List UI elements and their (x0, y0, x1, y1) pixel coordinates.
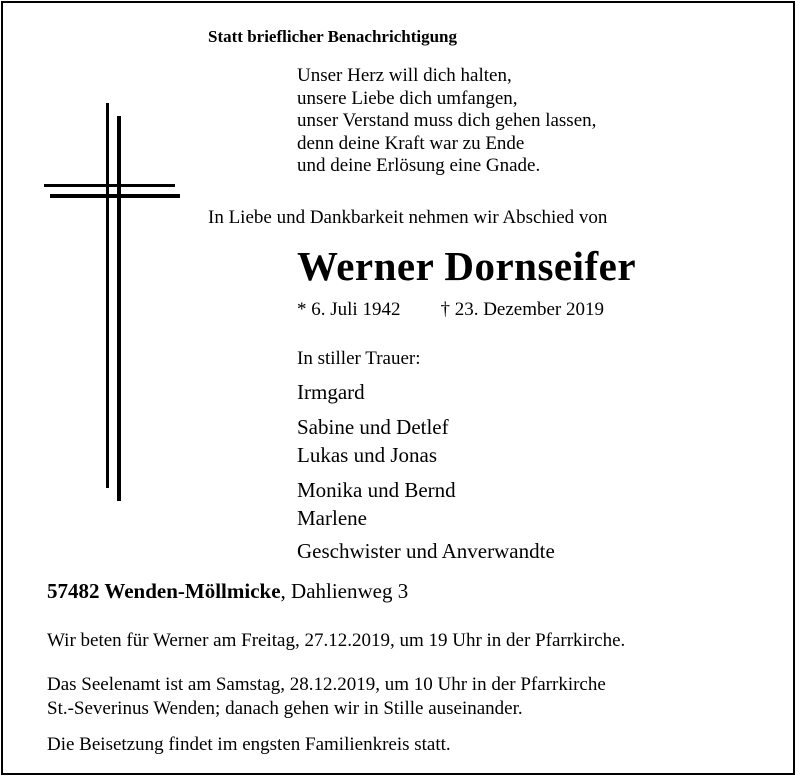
life-dates (297, 300, 604, 319)
requiem-line: St.-Severinus Wenden; danach gehen wir in Stille auseinander. (47, 698, 523, 719)
family-member: Marlene (297, 506, 367, 530)
burial-info: Die Beisetzung findet im engsten Familienkreis statt. (47, 734, 451, 755)
poem-line: unsere Liebe dich umfangen, (297, 87, 518, 109)
deceased-name: Werner Dornseifer (297, 243, 637, 289)
notice-header: Statt brieflicher Benachrichtigung (208, 27, 457, 46)
requiem-line: Das Seelenamt ist am Samstag, 28.12.2019, um 10 Uhr in der Pfarrkirche (47, 674, 606, 695)
death-date: † 23. Dezember 2019 (440, 299, 605, 320)
poem-line: und deine Erlösung eine Gnade. (297, 155, 541, 176)
farewell-intro: In Liebe und Dankbarkeit nehmen wir Abschied von (208, 207, 608, 228)
mourning-label: In stiller Trauer: (297, 348, 421, 369)
requiem-info (47, 673, 606, 721)
family-member: Sabine und Detlef (297, 415, 449, 439)
birth-date: * 6. Juli 1942 (297, 299, 401, 320)
address-street: , Dahlienweg 3 (280, 579, 409, 603)
prayer-info: Wir beten für Werner am Freitag, 27.12.2019, um 19 Uhr in der Pfarrkirche. (47, 630, 626, 651)
poem-line: denn deine Kraft war zu Ende (297, 132, 525, 154)
family-member: Monika und Bernd (297, 478, 456, 502)
poem (297, 65, 596, 178)
family-member: Geschwister und Anverwandte (297, 539, 555, 563)
poem-line: unser Verstand muss dich gehen lassen, (297, 110, 597, 131)
family-address (47, 581, 408, 602)
family-member: Lukas und Jonas (297, 443, 437, 467)
family-member: Irmgard (297, 380, 365, 404)
poem-line: Unser Herz will dich halten, (297, 65, 512, 86)
address-city: 57482 Wenden-Möllmicke (47, 579, 281, 603)
